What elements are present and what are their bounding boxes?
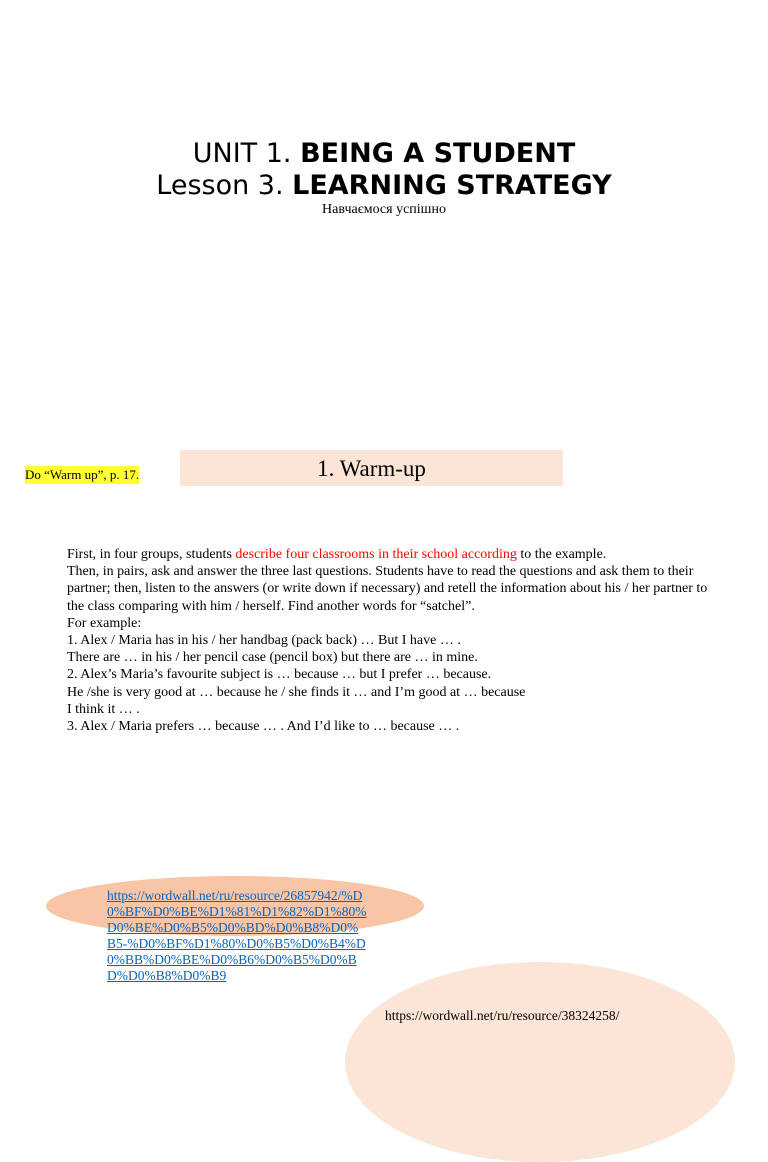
unit-prefix: UNIT 1. [192,138,301,169]
section-heading: 1. Warm-up [180,450,563,486]
p1-end: to the example. [516,547,607,562]
unit-title-line [0,138,768,170]
paragraph-8: I think it … . [67,701,140,717]
lesson-prefix: Lesson 3. [156,170,293,201]
paragraph-6: 2. Alex’s Maria’s favourite subject is … because … but I prefer … because. [67,667,492,683]
wordwall-link-2[interactable]: https://wordwall.net/ru/resource/38324258/ [385,1008,620,1023]
paragraph-5: There are … in his / her pencil case (pencil box) but there are … in mine. [67,650,478,666]
paragraph-9: 3. Alex / Maria prefers … because … . And I’d like to … because … . [67,719,460,735]
link-ellipse-2 [345,962,735,1162]
paragraph-3: For example: [67,615,142,631]
lesson-title-line [0,170,768,202]
page-title [0,138,768,202]
lesson-title: LEARNING STRATEGY [292,170,612,201]
paragraph-1 [67,546,727,563]
p1-red: describe four classrooms in their school according [235,547,517,562]
p1-start: First, in four groups, students [67,547,236,562]
subtitle: Навчаємося успішно [322,202,446,217]
paragraph-2: Then, in pairs, ask and answer the three last questions. Students have to read the questions and ask them to their partner; then, listen to the answers (or write down if necessary) and retell the information about his / her partner to the class comparing with him / herself. Find another words for “satchel”. [67,564,708,614]
paragraph-7: He /she is very good at … because he / she finds it … and I’m good at … because [67,684,526,700]
homework-note: Do “Warm up”, p. 17. [25,467,140,482]
wordwall-link-1[interactable]: https://wordwall.net/ru/resource/26857942/%D0%BF%D0%BE%D1%81%D1%82%D1%80%D0%BE%D0%B5%D0%BD%D0%B8%D0%B5-%D0%BF%D1%80%D0%B5%D0%B4%D0%BB%D0%BE%D0%B6%D0%B5%D0%BD%D0%B8%D0%B9 [107,888,367,983]
instructions-text [67,546,727,735]
unit-title: BEING A STUDENT [300,138,576,169]
paragraph-4: 1. Alex / Maria has in his / her handbag (pack back) … But I have … . [67,633,461,649]
